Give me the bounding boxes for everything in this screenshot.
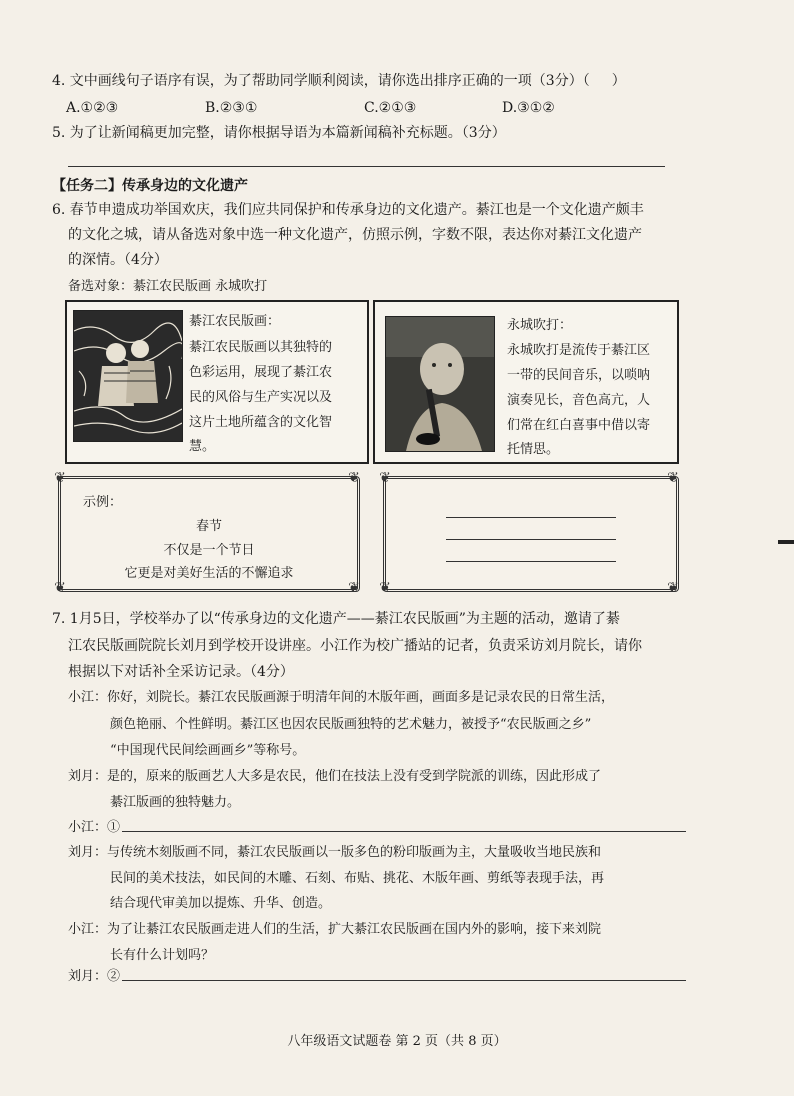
q4-stem: 4. 文中画线句子语序有误，为了帮助同学顺利阅读，请你选出排序正确的一项（3分）（: [52, 73, 590, 89]
dialog-liuyue-blank-2: 刘月：②: [68, 969, 121, 984]
yongcheng-performer-photo: [385, 316, 495, 452]
card-left-title: 綦江农民版画：: [189, 314, 281, 329]
suona-player-icon: [386, 317, 494, 451]
task2-title: 【任务二】传承身边的文化遗产: [52, 178, 248, 194]
q7-line2: 江农民版画院院长刘月到学校开设讲座。小江作为校广播站的记者，负责采访刘月院长，请你: [68, 638, 642, 654]
q7-line3: 根据以下对话补全采访记录。（4分）: [68, 664, 294, 680]
example-line1: 春节: [195, 519, 222, 534]
q5-answer-line[interactable]: [68, 166, 665, 167]
dialog-liuyue-1b: 綦江版画的独特魅力。: [110, 795, 241, 810]
ornament-icon: ❦: [348, 580, 360, 596]
page-footer: 八年级语文试题卷 第 2 页（共 8 页）: [287, 1034, 507, 1049]
card-right-line: 演奏见长，音色高亢，人: [507, 393, 651, 408]
example-frame: [58, 476, 360, 592]
q6-candidates: 备选对象：綦江农民版画 永城吹打: [68, 279, 268, 294]
q5-text: 5. 为了让新闻稿更加完整，请你根据导语为本篇新闻稿补充标题。（3分）: [52, 125, 506, 141]
card-left-line: 民的风俗与生产实况以及: [189, 390, 333, 405]
card-right-line: 们常在红白喜事中借以寄: [507, 418, 651, 433]
q4-option-a[interactable]: A.①②③: [66, 100, 119, 116]
example-line3: 它更是对美好生活的不懈追求: [124, 566, 294, 581]
card-left-line: 色彩运用，展现了綦江农: [189, 365, 333, 380]
dialog-liuyue-2c: 结合现代审美加以提炼、升华、创造。: [110, 896, 332, 911]
card-right-title: 永城吹打：: [507, 318, 573, 333]
qijiang-print-image: [73, 310, 183, 442]
answer-line-2[interactable]: [446, 539, 616, 540]
q4-option-b[interactable]: B.②③①: [205, 100, 258, 116]
answer-line-1[interactable]: [446, 517, 616, 518]
card-yongcheng-music: [373, 300, 679, 464]
ornament-icon: ❦: [379, 580, 391, 596]
dialog-xiaojiang-1b: 颜色艳丽、个性鲜明。綦江区也因农民版画独特的艺术魅力，被授予“农民版画之乡”: [110, 717, 592, 732]
q4-option-c[interactable]: C.②①③: [364, 100, 417, 116]
example-label: 示例：: [83, 495, 123, 510]
dialog-liuyue-2b: 民间的美术技法，如民间的木雕、石刻、布贴、挑花、木版年画、剪纸等表现手法，再: [110, 871, 605, 886]
card-left-line: 慧。: [189, 439, 216, 454]
dialog-xiaojiang-1c: “中国现代民间绘画画乡”等称号。: [110, 743, 306, 758]
dialog-liuyue-1a: 刘月：是的，原来的版画艺人大多是农民，他们在技法上没有受到学院派的训练，因此形成了: [68, 769, 602, 784]
q4-text: [52, 71, 626, 91]
q4-close: ）: [611, 73, 626, 89]
example-line2: 不仅是一个节日: [163, 543, 255, 558]
card-qijiang-print: [65, 300, 369, 464]
dialog-liuyue-2a: 刘月：与传统木刻版画不同，綦江农民版画以一版多色的粉印版画为主，大量吸收当地民族和: [68, 845, 602, 860]
q6-line1: 6. 春节申遗成功举国欢庆，我们应共同保护和传承身边的文化遗产。綦江也是一个文化遗产颇丰: [52, 202, 644, 218]
dialog-xiaojiang-blank-1: 小江：①: [68, 820, 121, 835]
card-right-line: 一带的民间音乐，以唢呐: [507, 368, 651, 383]
ornament-icon: ❦: [667, 470, 679, 486]
card-left-line: 这片土地所蕴含的文化智: [189, 415, 333, 430]
ornament-icon: ❦: [667, 580, 679, 596]
dialog-xiaojiang-2b: 长有什么计划吗？: [110, 948, 215, 963]
ornament-icon: ❦: [379, 470, 391, 486]
card-right-line: 托情思。: [507, 442, 560, 457]
card-left-line: 綦江农民版画以其独特的: [189, 340, 333, 355]
q6-line3: 的深情。（4分）: [68, 252, 168, 268]
q4-option-d[interactable]: D.③①②: [502, 100, 555, 116]
dialog-xiaojiang-2a: 小江：为了让綦江农民版画走进人们的生活，扩大綦江农民版画在国内外的影响，接下来刘院: [68, 922, 602, 937]
answer-line-blank-2[interactable]: [122, 980, 686, 981]
answer-line-blank-1[interactable]: [122, 831, 686, 832]
ornament-icon: ❦: [54, 470, 66, 486]
card-right-line: 永城吹打是流传于綦江区: [507, 343, 651, 358]
q6-line2: 的文化之城，请从备选对象中选一种文化遗产，仿照示例，字数不限，表达你对綦江文化遗产: [68, 227, 642, 243]
woodcut-illustration-icon: [74, 311, 182, 441]
ornament-icon: ❦: [54, 580, 66, 596]
margin-mark: [778, 540, 794, 544]
answer-line-3[interactable]: [446, 561, 616, 562]
answer-frame: [383, 476, 679, 592]
dialog-xiaojiang-1a: 小江：你好，刘院长。綦江农民版画源于明清年间的木版年画，画面多是记录农民的日常生活，: [68, 690, 615, 705]
ornament-icon: ❦: [348, 470, 360, 486]
q7-line1: 7. 1月5日，学校举办了以“传承身边的文化遗产——綦江农民版画”为主题的活动，邀请了綦: [52, 611, 620, 627]
